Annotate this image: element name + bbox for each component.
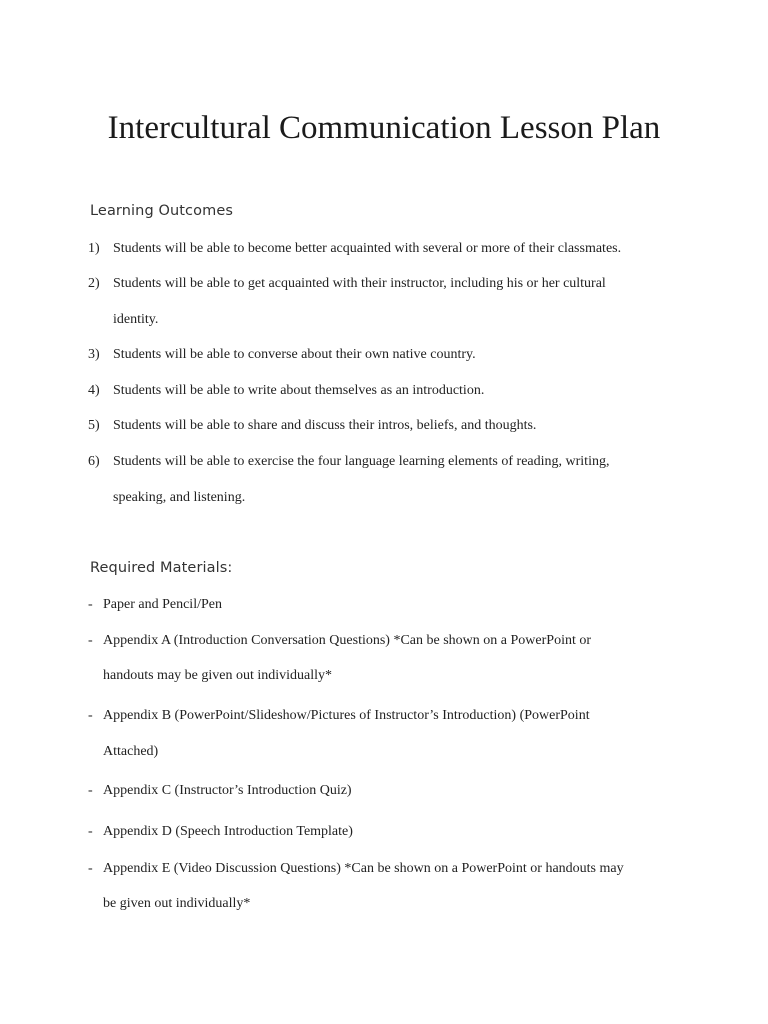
outcome-text-line: Students will be able to converse about their own native country.	[113, 347, 476, 362]
outcome-number: 6)	[88, 454, 100, 469]
outcome-number: 2)	[88, 276, 100, 291]
required-materials-heading: Required Materials:	[90, 560, 233, 576]
bullet-dash: -	[88, 708, 93, 723]
material-text-line: Appendix D (Speech Introduction Template)	[103, 824, 353, 839]
outcome-text-line: Students will be able to share and discuss their intros, beliefs, and thoughts.	[113, 418, 537, 433]
material-text-line: Attached)	[103, 744, 159, 759]
outcome-text-line: Students will be able to become better acquainted with several or more of their classmates.	[113, 241, 622, 256]
outcome-number: 4)	[88, 383, 100, 398]
material-text-line: be given out individually*	[103, 896, 251, 911]
outcome-number: 3)	[88, 347, 100, 362]
bullet-dash: -	[88, 824, 93, 839]
bullet-dash: -	[88, 783, 93, 798]
bullet-dash: -	[88, 861, 93, 876]
bullet-dash: -	[88, 633, 93, 648]
learning-outcomes-heading: Learning Outcomes	[90, 203, 233, 219]
outcome-text-line: Students will be able to get acquainted with their instructor, including his or her cultural	[113, 276, 606, 291]
material-text-line: Paper and Pencil/Pen	[103, 597, 222, 612]
document-title: Intercultural Communication Lesson Plan	[107, 110, 661, 146]
outcome-text-line: speaking, and listening.	[113, 490, 246, 505]
outcome-text-line: identity.	[113, 312, 159, 327]
material-text-line: Appendix E (Video Discussion Questions) *Can be shown on a PowerPoint or handouts may	[103, 861, 624, 876]
outcome-number: 1)	[88, 241, 100, 256]
outcome-text-line: Students will be able to exercise the four language learning elements of reading, writing,	[113, 454, 610, 469]
material-text-line: Appendix B (PowerPoint/Slideshow/Pictures of Instructor’s Introduction) (PowerPoint	[103, 708, 590, 723]
outcome-text-line: Students will be able to write about themselves as an introduction.	[113, 383, 485, 398]
bullet-dash: -	[88, 597, 93, 612]
material-text-line: Appendix A (Introduction Conversation Questions) *Can be shown on a PowerPoint or	[103, 633, 592, 648]
material-text-line: Appendix C (Instructor’s Introduction Quiz)	[103, 783, 352, 798]
outcome-number: 5)	[88, 418, 100, 433]
material-text-line: handouts may be given out individually*	[103, 668, 333, 683]
